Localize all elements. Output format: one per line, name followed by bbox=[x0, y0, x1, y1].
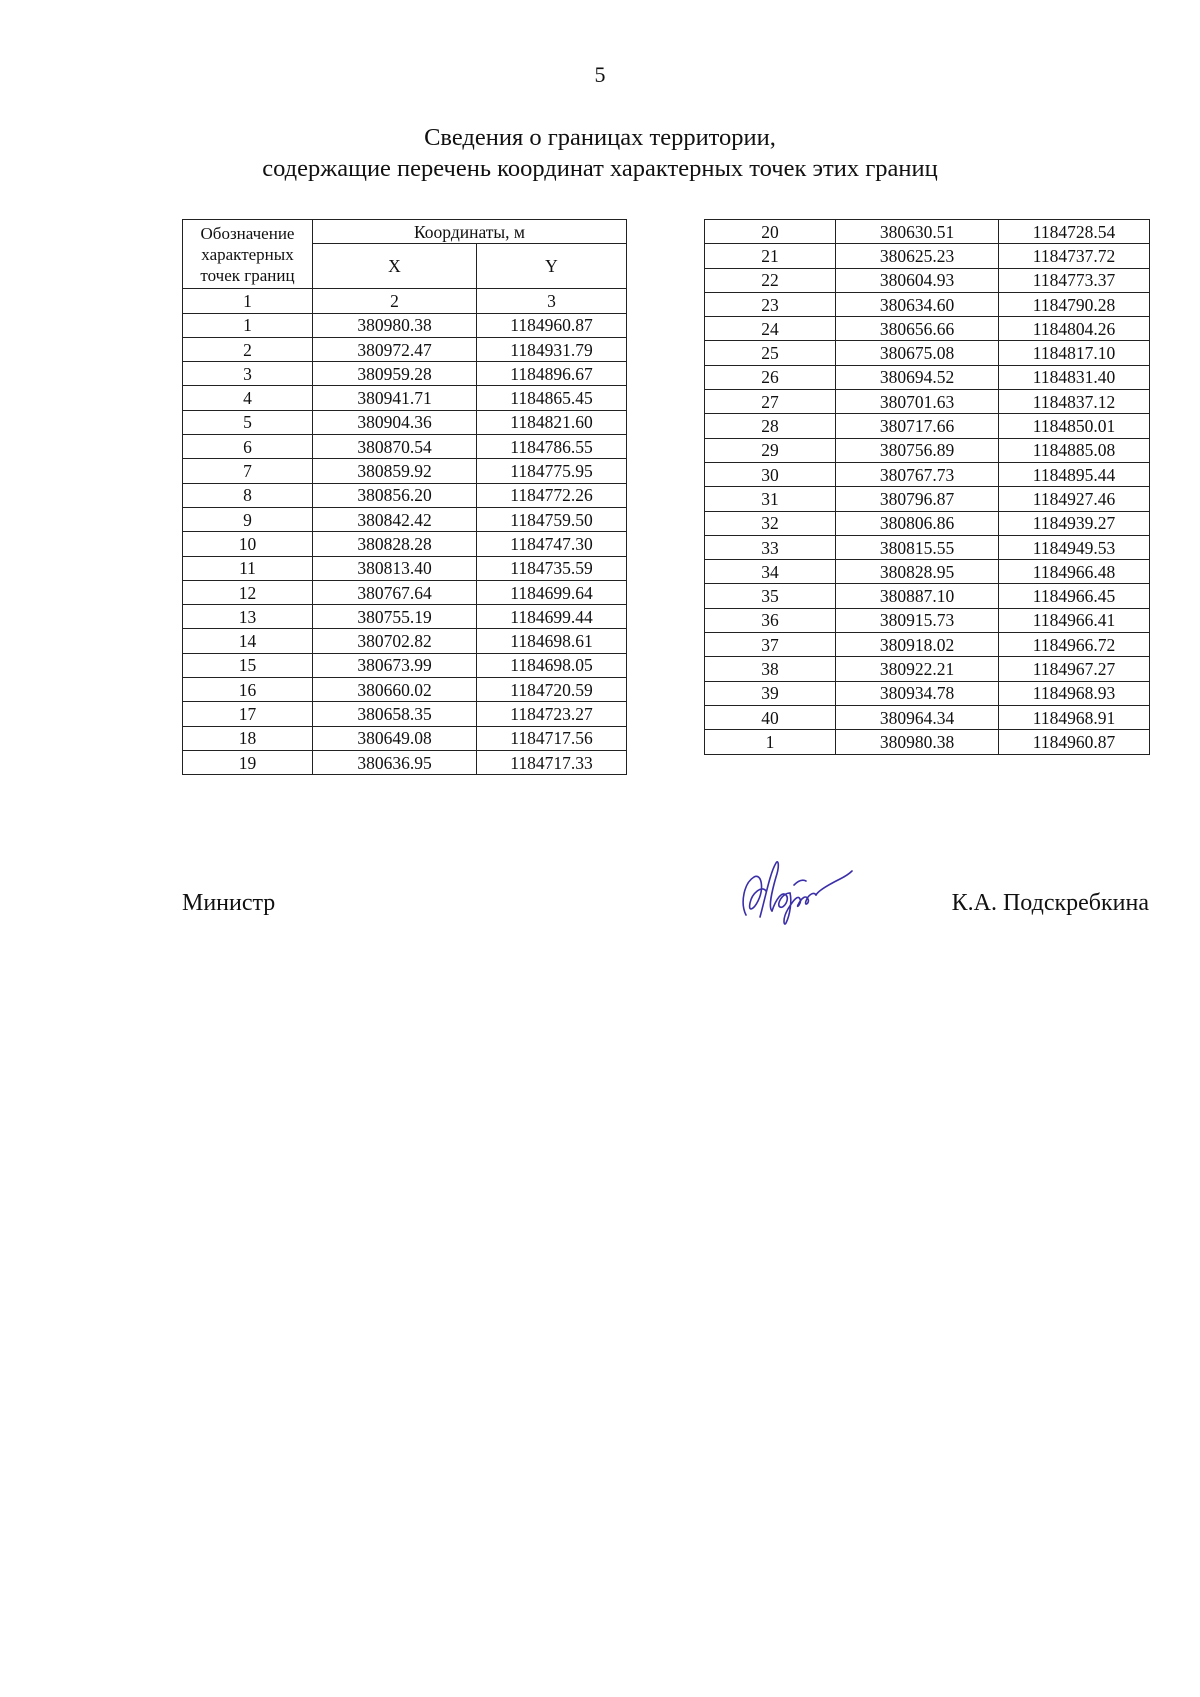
table-row bbox=[183, 580, 627, 604]
y-cell: 1184699.44 bbox=[477, 605, 627, 629]
table-row bbox=[705, 487, 1150, 511]
x-cell: 380673.99 bbox=[313, 653, 477, 677]
y-cell: 1184717.33 bbox=[477, 750, 627, 774]
header-coordinates: Координаты, м bbox=[313, 220, 627, 244]
y-cell: 1184698.61 bbox=[477, 629, 627, 653]
point-cell: 39 bbox=[705, 681, 836, 705]
header-y: Y bbox=[477, 244, 627, 289]
x-cell: 380918.02 bbox=[836, 633, 999, 657]
table-row bbox=[705, 730, 1150, 754]
point-cell: 1 bbox=[705, 730, 836, 754]
coordinates-table-right bbox=[704, 219, 1150, 755]
table-row bbox=[183, 556, 627, 580]
y-cell: 1184968.93 bbox=[999, 681, 1150, 705]
point-cell: 2 bbox=[183, 337, 313, 361]
y-cell: 1184960.87 bbox=[999, 730, 1150, 754]
y-cell: 1184837.12 bbox=[999, 390, 1150, 414]
table-row bbox=[183, 337, 627, 361]
y-cell: 1184960.87 bbox=[477, 313, 627, 337]
x-cell: 380934.78 bbox=[836, 681, 999, 705]
x-cell: 380630.51 bbox=[836, 220, 999, 244]
x-cell: 380828.28 bbox=[313, 532, 477, 556]
x-cell: 380604.93 bbox=[836, 268, 999, 292]
document-title bbox=[0, 122, 1200, 184]
x-cell: 380767.64 bbox=[313, 580, 477, 604]
x-cell: 380828.95 bbox=[836, 560, 999, 584]
x-cell: 380649.08 bbox=[313, 726, 477, 750]
table-row bbox=[183, 483, 627, 507]
table-row bbox=[183, 653, 627, 677]
x-cell: 380806.86 bbox=[836, 511, 999, 535]
table-row bbox=[705, 365, 1150, 389]
table-row bbox=[705, 535, 1150, 559]
table-row bbox=[705, 511, 1150, 535]
point-cell: 1 bbox=[183, 313, 313, 337]
point-cell: 14 bbox=[183, 629, 313, 653]
point-cell: 34 bbox=[705, 560, 836, 584]
table-row bbox=[705, 438, 1150, 462]
x-cell: 380964.34 bbox=[836, 705, 999, 729]
point-cell: 35 bbox=[705, 584, 836, 608]
x-cell: 380815.55 bbox=[836, 535, 999, 559]
table-row bbox=[183, 750, 627, 774]
table-row bbox=[705, 681, 1150, 705]
header-x: X bbox=[313, 244, 477, 289]
table-row bbox=[705, 608, 1150, 632]
point-cell: 26 bbox=[705, 365, 836, 389]
table-row bbox=[705, 341, 1150, 365]
y-cell: 1184968.91 bbox=[999, 705, 1150, 729]
x-cell: 380636.95 bbox=[313, 750, 477, 774]
table-row bbox=[183, 678, 627, 702]
y-cell: 1184717.56 bbox=[477, 726, 627, 750]
y-cell: 1184804.26 bbox=[999, 317, 1150, 341]
y-cell: 1184939.27 bbox=[999, 511, 1150, 535]
point-cell: 19 bbox=[183, 750, 313, 774]
y-cell: 1184896.67 bbox=[477, 362, 627, 386]
table-row bbox=[183, 532, 627, 556]
point-cell: 4 bbox=[183, 386, 313, 410]
y-cell: 1184699.64 bbox=[477, 580, 627, 604]
table-row bbox=[183, 507, 627, 531]
x-cell: 380660.02 bbox=[313, 678, 477, 702]
y-cell: 1184773.37 bbox=[999, 268, 1150, 292]
point-cell: 30 bbox=[705, 462, 836, 486]
x-cell: 380870.54 bbox=[313, 435, 477, 459]
y-cell: 1184772.26 bbox=[477, 483, 627, 507]
y-cell: 1184895.44 bbox=[999, 462, 1150, 486]
table-row bbox=[705, 584, 1150, 608]
y-cell: 1184966.48 bbox=[999, 560, 1150, 584]
x-cell: 380842.42 bbox=[313, 507, 477, 531]
x-cell: 380904.36 bbox=[313, 410, 477, 434]
x-cell: 380656.66 bbox=[836, 317, 999, 341]
point-cell: 27 bbox=[705, 390, 836, 414]
x-cell: 380980.38 bbox=[836, 730, 999, 754]
signatory-name: К.А. Подскребкина bbox=[951, 890, 1149, 916]
x-cell: 380658.35 bbox=[313, 702, 477, 726]
point-cell: 5 bbox=[183, 410, 313, 434]
y-cell: 1184775.95 bbox=[477, 459, 627, 483]
x-cell: 380959.28 bbox=[313, 362, 477, 386]
table-row bbox=[705, 414, 1150, 438]
table-row bbox=[183, 313, 627, 337]
point-cell: 13 bbox=[183, 605, 313, 629]
x-cell: 380980.38 bbox=[313, 313, 477, 337]
x-cell: 380796.87 bbox=[836, 487, 999, 511]
y-cell: 1184821.60 bbox=[477, 410, 627, 434]
table-row bbox=[705, 268, 1150, 292]
point-cell: 3 bbox=[183, 362, 313, 386]
x-cell: 380922.21 bbox=[836, 657, 999, 681]
y-cell: 1184728.54 bbox=[999, 220, 1150, 244]
x-cell: 380634.60 bbox=[836, 292, 999, 316]
y-cell: 1184885.08 bbox=[999, 438, 1150, 462]
x-cell: 380941.71 bbox=[313, 386, 477, 410]
table-row bbox=[705, 244, 1150, 268]
table-row bbox=[183, 702, 627, 726]
x-cell: 380675.08 bbox=[836, 341, 999, 365]
table-row bbox=[705, 705, 1150, 729]
y-cell: 1184737.72 bbox=[999, 244, 1150, 268]
y-cell: 1184698.05 bbox=[477, 653, 627, 677]
x-cell: 380694.52 bbox=[836, 365, 999, 389]
point-cell: 28 bbox=[705, 414, 836, 438]
table-row bbox=[183, 459, 627, 483]
point-cell: 32 bbox=[705, 511, 836, 535]
y-cell: 1184747.30 bbox=[477, 532, 627, 556]
point-cell: 33 bbox=[705, 535, 836, 559]
point-cell: 22 bbox=[705, 268, 836, 292]
table-row bbox=[183, 605, 627, 629]
y-cell: 1184966.72 bbox=[999, 633, 1150, 657]
title-line-1: Сведения о границах территории, bbox=[424, 124, 776, 151]
y-cell: 1184790.28 bbox=[999, 292, 1150, 316]
point-cell: 18 bbox=[183, 726, 313, 750]
point-cell: 16 bbox=[183, 678, 313, 702]
table-row bbox=[705, 220, 1150, 244]
table-row bbox=[705, 292, 1150, 316]
y-cell: 1184817.10 bbox=[999, 341, 1150, 365]
y-cell: 1184850.01 bbox=[999, 414, 1150, 438]
point-cell: 11 bbox=[183, 556, 313, 580]
coordinates-table-left bbox=[182, 219, 627, 775]
point-cell: 24 bbox=[705, 317, 836, 341]
point-cell: 31 bbox=[705, 487, 836, 511]
y-cell: 1184786.55 bbox=[477, 435, 627, 459]
column-number: 3 bbox=[477, 289, 627, 313]
point-cell: 20 bbox=[705, 220, 836, 244]
x-cell: 380717.66 bbox=[836, 414, 999, 438]
signatory-title: Министр bbox=[182, 890, 276, 916]
x-cell: 380972.47 bbox=[313, 337, 477, 361]
table-row bbox=[705, 462, 1150, 486]
x-cell: 380859.92 bbox=[313, 459, 477, 483]
x-cell: 380813.40 bbox=[313, 556, 477, 580]
point-cell: 37 bbox=[705, 633, 836, 657]
column-number: 2 bbox=[313, 289, 477, 313]
y-cell: 1184720.59 bbox=[477, 678, 627, 702]
point-cell: 15 bbox=[183, 653, 313, 677]
table-row bbox=[183, 435, 627, 459]
point-cell: 12 bbox=[183, 580, 313, 604]
title-line-2: содержащие перечень координат характерных точек этих границ bbox=[262, 155, 938, 182]
y-cell: 1184735.59 bbox=[477, 556, 627, 580]
point-cell: 40 bbox=[705, 705, 836, 729]
point-cell: 21 bbox=[705, 244, 836, 268]
x-cell: 380856.20 bbox=[313, 483, 477, 507]
point-cell: 29 bbox=[705, 438, 836, 462]
table-row bbox=[183, 386, 627, 410]
table-row bbox=[183, 410, 627, 434]
x-cell: 380915.73 bbox=[836, 608, 999, 632]
column-number: 1 bbox=[183, 289, 313, 313]
point-cell: 23 bbox=[705, 292, 836, 316]
table-header-row bbox=[183, 220, 627, 244]
x-cell: 380755.19 bbox=[313, 605, 477, 629]
point-cell: 7 bbox=[183, 459, 313, 483]
table-row bbox=[705, 657, 1150, 681]
y-cell: 1184831.40 bbox=[999, 365, 1150, 389]
column-number-row bbox=[183, 289, 627, 313]
y-cell: 1184967.27 bbox=[999, 657, 1150, 681]
y-cell: 1184949.53 bbox=[999, 535, 1150, 559]
page-number: 5 bbox=[594, 62, 606, 87]
y-cell: 1184927.46 bbox=[999, 487, 1150, 511]
table-row bbox=[183, 362, 627, 386]
x-cell: 380701.63 bbox=[836, 390, 999, 414]
point-cell: 36 bbox=[705, 608, 836, 632]
table-row bbox=[705, 560, 1150, 584]
point-cell: 25 bbox=[705, 341, 836, 365]
y-cell: 1184966.45 bbox=[999, 584, 1150, 608]
point-cell: 9 bbox=[183, 507, 313, 531]
x-cell: 380702.82 bbox=[313, 629, 477, 653]
header-point-designation: Обозначение характерных точек границ bbox=[183, 220, 313, 289]
point-cell: 6 bbox=[183, 435, 313, 459]
y-cell: 1184931.79 bbox=[477, 337, 627, 361]
table-row bbox=[705, 317, 1150, 341]
x-cell: 380625.23 bbox=[836, 244, 999, 268]
y-cell: 1184723.27 bbox=[477, 702, 627, 726]
point-cell: 38 bbox=[705, 657, 836, 681]
point-cell: 10 bbox=[183, 532, 313, 556]
y-cell: 1184865.45 bbox=[477, 386, 627, 410]
x-cell: 380767.73 bbox=[836, 462, 999, 486]
y-cell: 1184759.50 bbox=[477, 507, 627, 531]
y-cell: 1184966.41 bbox=[999, 608, 1150, 632]
table-row bbox=[705, 633, 1150, 657]
table-row bbox=[183, 726, 627, 750]
x-cell: 380887.10 bbox=[836, 584, 999, 608]
x-cell: 380756.89 bbox=[836, 438, 999, 462]
table-row bbox=[705, 390, 1150, 414]
handwritten-signature-icon bbox=[736, 855, 854, 927]
point-cell: 17 bbox=[183, 702, 313, 726]
table-row bbox=[183, 629, 627, 653]
point-cell: 8 bbox=[183, 483, 313, 507]
